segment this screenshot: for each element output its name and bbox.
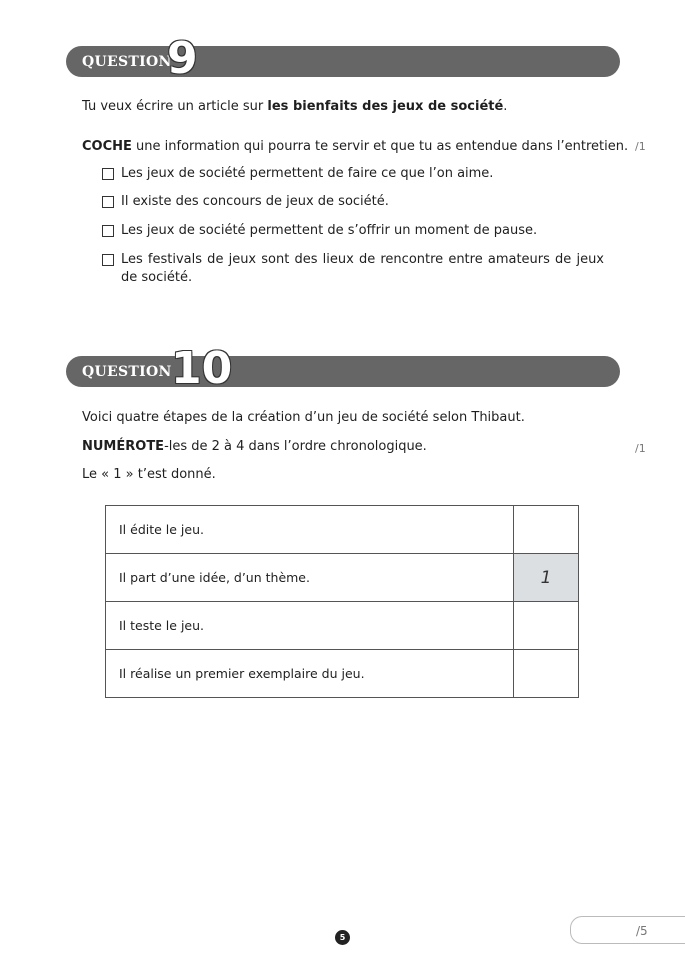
q9-score: /1 bbox=[635, 140, 646, 153]
step-text: Il teste le jeu. bbox=[106, 602, 514, 650]
table-row bbox=[106, 602, 579, 650]
q9-option-2[interactable]: Il existe des concours de jeux de société. bbox=[102, 193, 604, 211]
question-label: QUESTION bbox=[82, 364, 172, 380]
q9-option-1[interactable]: Les jeux de société permettent de faire ce que l’on aime. bbox=[102, 165, 604, 183]
answer-cell[interactable] bbox=[514, 506, 579, 554]
total-score: /5 bbox=[636, 924, 648, 938]
table-row bbox=[106, 506, 579, 554]
q9-option-4[interactable]: Les festivals de jeux sont des lieux de rencontre entre amateurs de jeux de société. bbox=[102, 251, 604, 287]
answer-cell: 1 bbox=[514, 554, 579, 602]
page-number: 5 bbox=[335, 930, 350, 945]
question-10-header bbox=[66, 343, 620, 394]
q9-instruction: COCHE une information qui pourra te servir et que tu as entendue dans l’entretien. bbox=[82, 139, 629, 154]
step-text: Il édite le jeu. bbox=[106, 506, 514, 554]
table-row bbox=[106, 554, 579, 602]
question-label: QUESTION bbox=[82, 54, 172, 70]
step-text: Il part d’une idée, d’un thème. bbox=[106, 554, 514, 602]
table-row bbox=[106, 650, 579, 698]
step-text: Il réalise un premier exemplaire du jeu. bbox=[106, 650, 514, 698]
q9-option-3[interactable]: Les jeux de société permettent de s’offrir un moment de pause. bbox=[102, 222, 604, 240]
checkbox[interactable] bbox=[102, 254, 114, 266]
steps-table bbox=[105, 505, 579, 698]
total-score-box bbox=[570, 916, 685, 944]
q10-instruction: NUMÉROTE-les de 2 à 4 dans l’ordre chronologique. bbox=[82, 439, 427, 454]
answer-cell[interactable] bbox=[514, 650, 579, 698]
answer-cell[interactable] bbox=[514, 602, 579, 650]
q9-intro: Tu veux écrire un article sur les bienfaits des jeux de société. bbox=[82, 99, 508, 114]
q10-intro: Voici quatre étapes de la création d’un jeu de société selon Thibaut. bbox=[82, 410, 525, 425]
question-number: 9 bbox=[167, 33, 198, 84]
q10-score: /1 bbox=[635, 442, 646, 455]
question-number: 10 bbox=[171, 343, 233, 394]
checkbox[interactable] bbox=[102, 225, 114, 237]
checkbox[interactable] bbox=[102, 196, 114, 208]
q10-given: Le « 1 » t’est donné. bbox=[82, 467, 216, 482]
question-9-header bbox=[66, 33, 620, 84]
checkbox[interactable] bbox=[102, 168, 114, 180]
